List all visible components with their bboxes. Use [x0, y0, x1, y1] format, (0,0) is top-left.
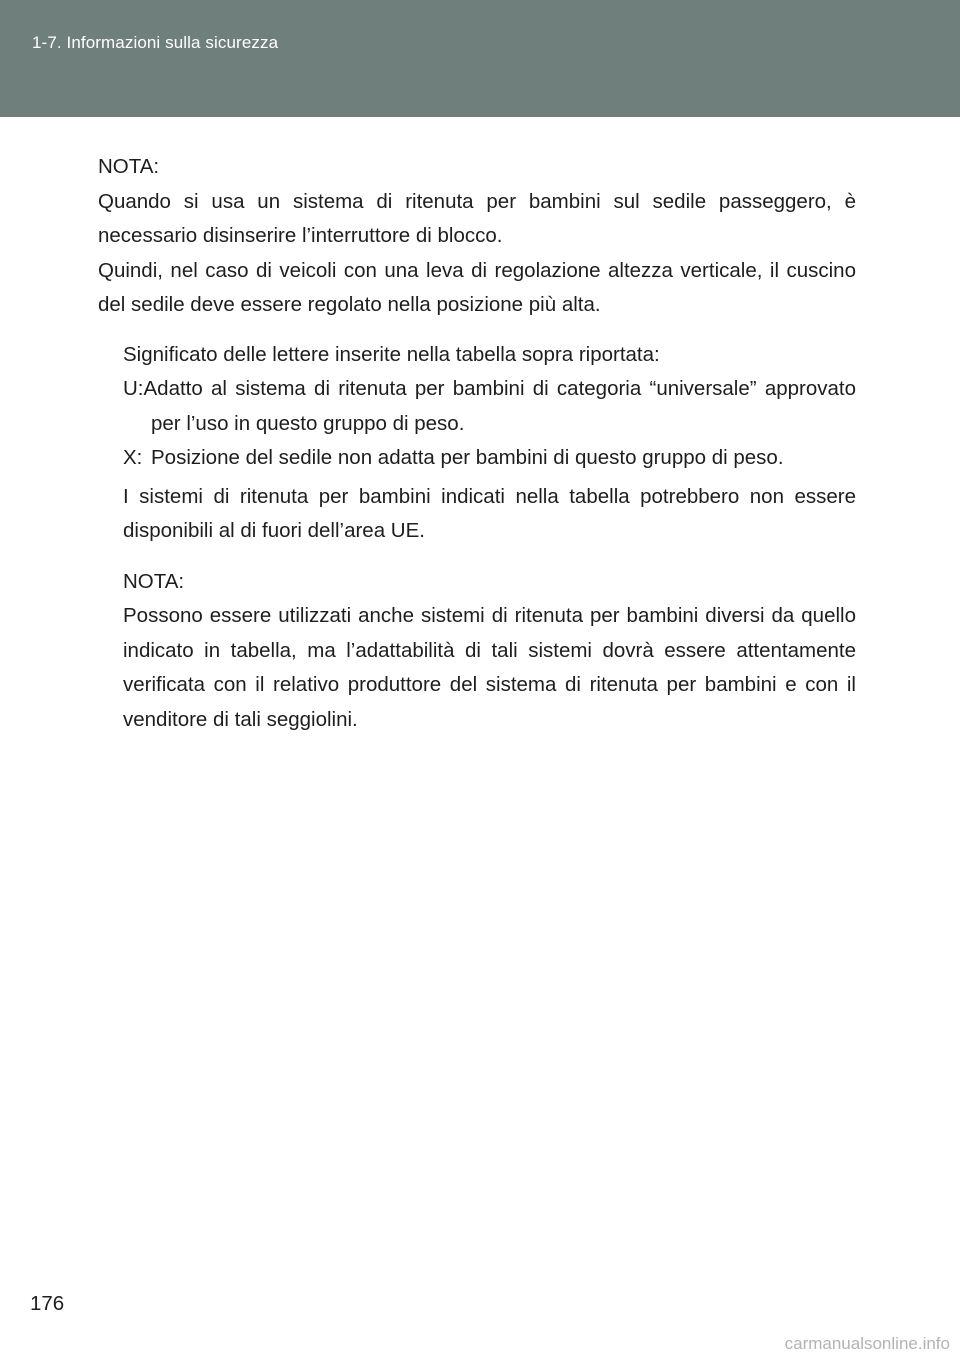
legend-item-u-text: Adatto al sistema di ritenuta per bambini di categoria “universale” approvato per l’uso in questo gruppo di peso. [143, 377, 856, 435]
legend-item-u [123, 372, 856, 441]
top-note-paragraph-2: Quindi, nel caso di veicoli con una leva di regolazione altezza verticale, il cuscino del sedile deve essere regolato nella posizione più alta. [98, 258, 856, 316]
page-number: 176 [30, 1292, 65, 1315]
section-header-band [0, 0, 960, 117]
watermark-text: carmanualsonline.info [784, 1334, 950, 1353]
legend-item-x [123, 441, 856, 476]
availability-paragraph: I sistemi di ritenuta per bambini indicati nella tabella potrebbero non essere disponibili al di fuori dell’area UE. [123, 484, 856, 542]
legend-intro: Significato delle lettere inserite nella tabella sopra riportata: [123, 342, 660, 366]
page-content [98, 150, 856, 737]
legend-item-x-key: X: [123, 446, 143, 469]
top-note-block [98, 150, 856, 323]
top-note-label: NOTA: [98, 155, 160, 178]
section-title: 1-7. Informazioni sulla sicurezza [32, 33, 279, 52]
top-note-paragraph-1: Quando si usa un sistema di ritenuta per bambini sul sedile passeggero, è necessario disinserire l’interruttore di blocco. [98, 189, 856, 247]
bottom-note-block [123, 565, 856, 738]
legend-item-u-key: U: [123, 377, 144, 400]
legend-item-x-text: Posizione del sedile non adatta per bambini di questo gruppo di peso. [151, 446, 784, 469]
bottom-note-label: NOTA: [123, 569, 185, 593]
bottom-note-paragraph: Possono essere utilizzati anche sistemi di ritenuta per bambini diversi da quello indicato in tabella, ma l’adattabilità di tali sistemi dovrà essere attentamente verificata con il relativo produttore del sistema di ritenuta per bambini e con il venditore di tali seggiolini. [123, 604, 856, 731]
legend-block [123, 338, 856, 549]
